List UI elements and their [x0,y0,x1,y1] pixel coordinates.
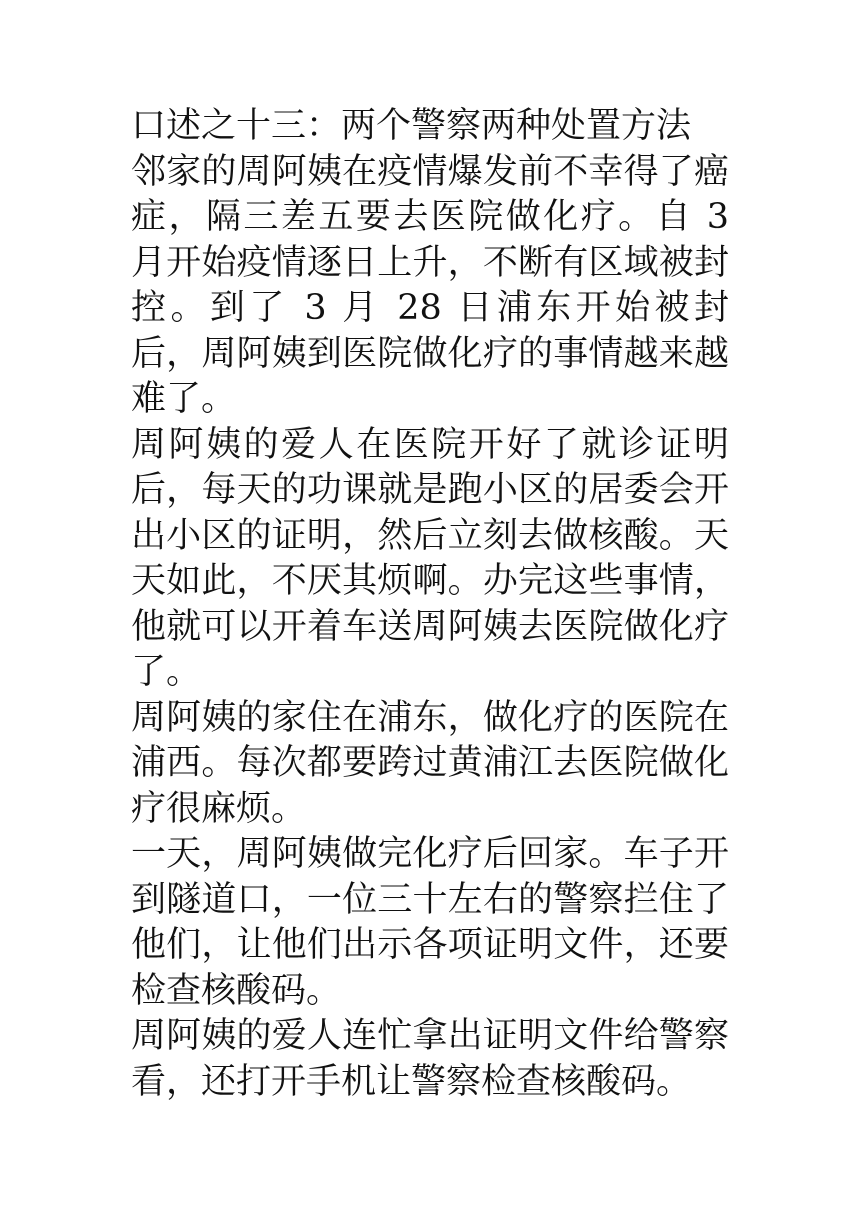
document-body [131,104,729,1105]
paragraph: 周阿姨的爱人连忙拿出证明文件给警察看，还打开手机让警察检查核酸码。 [131,1016,729,1102]
paragraph: 一天，周阿姨做完化疗后回家。车子开到隧道口，一位三十左右的警察拦住了他们，让他们出示各项证明文件，还要检查核酸码。 [131,834,729,1011]
paragraph: 周阿姨的爱人在医院开好了就诊证明后，每天的功课就是跑小区的居委会开出小区的证明，然后立刻去做核酸。天天如此，不厌其烦啊。办完这些事情，他就可以开着车送周阿姨去医院做化疗了。 [131,424,729,692]
paragraph: 周阿姨的家住在浦东，做化疗的医院在浦西。每次都要跨过黄浦江去医院做化疗很麻烦。 [131,697,729,829]
paragraph: 邻家的周阿姨在疫情爆发前不幸得了癌症，隔三差五要去医院做化疗。自 3 月开始疫情逐日上升，不断有区域被封控。到了 3 月 28 日浦东开始被封后，周阿姨到医院做化疗的事情越来越难了。 [131,151,729,419]
document-title: 口述之十三：两个警察两种处置方法 [131,106,692,146]
